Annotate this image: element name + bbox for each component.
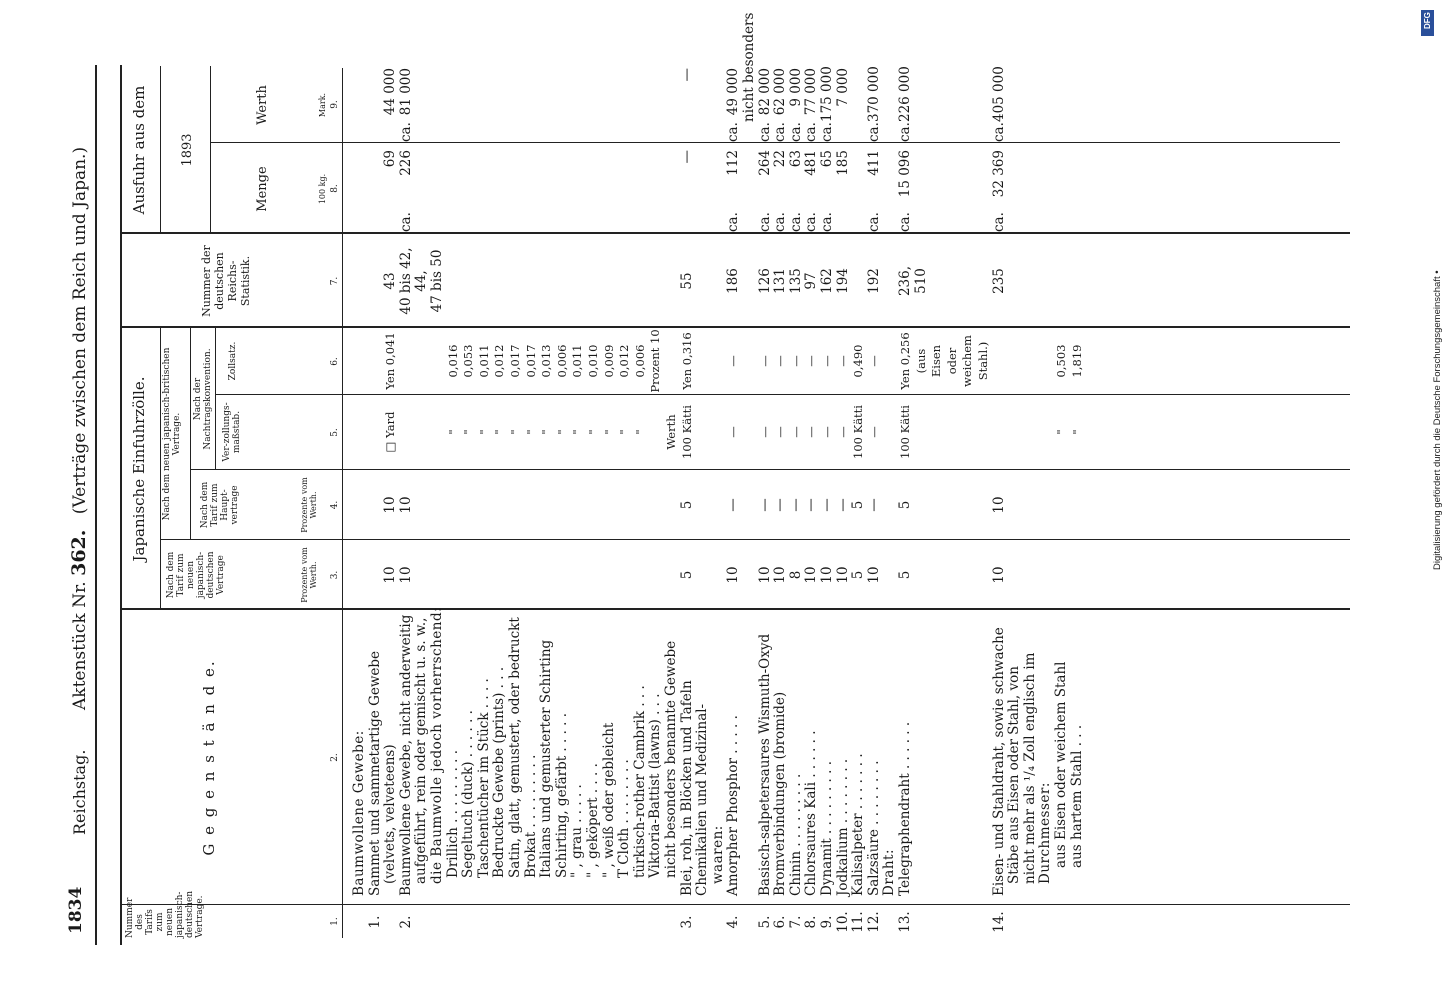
cell-c6: 0,490	[851, 344, 866, 378]
cell-text: Eisen- und Stahldraht, sowie schwache	[990, 627, 1007, 896]
cell-text: Jodkalium . . . . . . . .	[834, 758, 851, 896]
cell-c9a: ca.	[803, 122, 820, 142]
cell-c6: 0,016	[445, 344, 460, 378]
cell-c8a: ca.	[865, 212, 882, 232]
cell-c8: 15 096	[897, 150, 913, 198]
cell-c3: 10	[803, 566, 820, 584]
cell-c5: "	[492, 429, 507, 435]
cell-text: Italians und gemusterter Schirting	[538, 639, 555, 878]
cell-text: aus Eisen oder weichem Stahl	[1053, 661, 1069, 868]
col-sep-8	[210, 142, 1340, 143]
header-rule	[120, 65, 122, 945]
cell-c6: Yen 0,041	[383, 332, 398, 390]
cell-c3: 10	[725, 566, 742, 584]
col2-header: G e g e n s t ä n d e.	[200, 659, 218, 856]
cell-c9a: ca.	[897, 122, 913, 142]
col1-header: Nummer des Tarifs zum neuen japanisch-deutschen Vertrage.	[125, 890, 205, 938]
cell-c6: 0,017	[508, 344, 522, 378]
cell-c6: —	[788, 355, 803, 367]
cell-c6: Yen 0,256	[898, 332, 912, 390]
cell-c9: 44 000	[382, 68, 399, 116]
cell-text: Draht:	[881, 849, 898, 896]
cell-c6: oder	[944, 347, 959, 375]
cell-text: nicht mehr als ¹/₄ Zoll englisch im	[1021, 652, 1038, 884]
cell-no: 3.	[678, 915, 695, 929]
cell-c3: 10	[772, 566, 789, 584]
col7-header: Nummer der deutschen Reichs-Statistik.	[200, 245, 252, 317]
cell-c9: 7 000	[834, 68, 851, 107]
cell-text: " , weiß oder gebleicht	[600, 722, 617, 878]
cell-no: 10.	[834, 911, 851, 933]
cell-text: T Cloth . . . . . . . .	[616, 759, 633, 878]
cell-c3: 10	[819, 566, 835, 584]
cell-text: Segeltuch (duck) . . . . . .	[460, 710, 477, 878]
cell-c6: —	[866, 355, 881, 367]
cell-c7: 131	[772, 268, 789, 294]
cell-c6: —	[773, 355, 788, 367]
cell-c4: —	[787, 498, 804, 512]
cell-c3: 5	[678, 570, 695, 580]
cell-text: Durchmesser:	[1037, 782, 1054, 884]
cell-c9a: ca.	[397, 122, 414, 142]
cell-c5: —	[804, 426, 819, 438]
cell-c6: —	[726, 355, 741, 367]
cell-c5: "	[1054, 429, 1068, 435]
col-sep-5	[215, 394, 1350, 395]
cell-c8a: ca.	[787, 212, 804, 232]
cell-c8: 264	[756, 150, 773, 176]
cell-text: Kalisalpeter . . . . . . .	[850, 753, 867, 896]
cell-c6: 0,011	[570, 344, 585, 378]
cell-c5: 100 Kätti	[851, 405, 866, 459]
cell-text: Schirting, gefärbt . . . . .	[553, 712, 570, 878]
year-rule	[210, 66, 211, 234]
cell-c9: 226 000	[897, 66, 913, 122]
cell-c7: 126	[756, 268, 773, 294]
cell-c7: 47 bis 50	[429, 249, 445, 313]
cell-c8a: ca.	[990, 212, 1007, 232]
header-document-number: 362.	[68, 529, 90, 576]
cell-no: 4.	[725, 915, 742, 929]
col4-header: Nach dem Tarif zum Haupt-vertrage	[200, 481, 240, 529]
cell-text: Stäbe aus Eisen oder Stahl, von	[1006, 666, 1023, 884]
cell-c8: 63	[787, 150, 804, 168]
column-number: 6.	[330, 357, 340, 366]
cell-c6: Stahl.)	[976, 341, 990, 381]
cell-c9a: ca.	[787, 122, 804, 142]
cell-c8: 69	[382, 150, 399, 168]
column-number: 8.	[330, 184, 340, 193]
cell-text: Viktoria-Battist (lawns) . . .	[647, 693, 664, 878]
cell-c9a: ca.	[772, 122, 789, 142]
cell-c9: 62 000	[772, 68, 789, 116]
cell-no: 12.	[865, 911, 882, 933]
cell-c8: 481	[803, 150, 820, 176]
cell-c6: 0,010	[586, 344, 600, 378]
header-title: (Verträge zwischen dem Reich und Japan.)	[70, 146, 90, 515]
page-number: 1834	[66, 886, 86, 934]
cell-text: Chlorsaures Kali . . . . . .	[803, 730, 820, 896]
cell-c9: 49 000	[725, 68, 742, 116]
cell-c6: weichem	[960, 335, 975, 387]
col9-unit: Mark.	[318, 92, 327, 118]
cell-c5: —	[866, 426, 881, 438]
export-group-header: Ausfuhr aus dem	[130, 85, 148, 215]
cell-c8: 22	[772, 150, 789, 168]
cell-c7: 194	[834, 268, 851, 294]
cell-text: Baumwollene Gewebe:	[351, 730, 367, 896]
cell-c3: 8	[787, 570, 804, 580]
cell-c8a: ca.	[725, 212, 742, 232]
cell-c3: 10	[756, 566, 773, 584]
cell-c5: "	[461, 429, 476, 435]
duties-rule	[160, 328, 161, 610]
export-rule	[160, 66, 161, 234]
cell-c9: 175 000	[819, 66, 835, 122]
cell-c8a: ca.	[897, 212, 913, 232]
cell-c7: 186	[725, 268, 742, 294]
cell-c4: —	[865, 498, 882, 512]
col3-unit: Prozente vom Werth.	[300, 547, 318, 603]
cell-c6: Prozent 10	[648, 329, 663, 393]
dfg-logo	[1421, 10, 1434, 36]
cell-c6: 0,009	[601, 344, 616, 378]
cell-c3: 5	[850, 570, 867, 580]
col-sep-7	[120, 232, 1350, 234]
column-number: 2.	[330, 753, 340, 762]
cell-c5: "	[1069, 429, 1084, 435]
cell-c3: 10	[834, 566, 851, 584]
cell-c9: 405 000	[990, 66, 1007, 122]
cell-c6: 1,819	[1069, 344, 1084, 378]
cell-c4: 5	[897, 500, 913, 510]
cell-c5: "	[632, 429, 647, 435]
cell-c9a: ca.	[756, 122, 773, 142]
header-document	[68, 147, 90, 710]
cell-text: Drillich . . . . . . . . .	[444, 749, 461, 878]
cell-text: nicht besonders benannte Gewebe	[663, 640, 679, 878]
cell-no: 11.	[850, 911, 867, 933]
cell-c7: 510	[912, 268, 929, 294]
cell-c4: —	[756, 498, 773, 512]
cell-c5: "	[523, 429, 538, 435]
cell-c8a: ca.	[756, 212, 773, 232]
cell-text: Sammet und sammetartige Gewebe	[366, 650, 383, 896]
cell-c5: 100 Kätti	[679, 405, 694, 459]
cell-c5: —	[757, 426, 772, 438]
cell-no: 13.	[897, 911, 913, 933]
cell-text: Bedruckte Gewebe (prints) . . .	[491, 666, 508, 878]
cell-c6: 0,017	[523, 344, 538, 378]
cell-c5: "	[539, 429, 554, 435]
cell-text: Taschentücher im Stück . . . .	[475, 678, 492, 878]
cell-c3: 5	[897, 570, 913, 580]
cell-c4: —	[834, 498, 851, 512]
header-left: Reichstag.	[70, 749, 89, 835]
cell-c8: —	[678, 150, 695, 164]
cell-no: 6.	[772, 915, 789, 929]
cell-c6: 0,013	[539, 344, 554, 378]
column-number: 1.	[330, 917, 340, 926]
col-sep-6	[120, 326, 1350, 328]
cell-c6: 0,503	[1054, 344, 1068, 378]
cell-text: Basisch-salpetersaures Wismuth-Oxyd	[756, 633, 773, 896]
cell-c5: "	[445, 429, 460, 435]
header-document-label: Aktenstück Nr.	[70, 581, 90, 710]
cell-text: Salzsäure . . . . . . . .	[865, 760, 882, 896]
cell-c6: (aus	[913, 348, 928, 374]
cell-text: waaren:	[709, 825, 726, 884]
cell-text: Telegraphendraht . . . . . .	[897, 721, 913, 896]
cell-no: 2.	[397, 915, 414, 929]
cell-c6: —	[820, 355, 834, 367]
cell-c5: —	[773, 426, 788, 438]
cell-c3: 10	[990, 566, 1007, 584]
cell-c6: 0,011	[476, 344, 491, 378]
cell-c5: Werth	[664, 414, 678, 450]
cell-no: 7.	[787, 915, 804, 929]
cell-c7: 97	[803, 272, 820, 290]
cell-c8: 185	[834, 150, 851, 176]
year-header: 1893	[180, 133, 195, 167]
cell-c5: —	[820, 426, 834, 438]
cell-no: 5.	[756, 915, 773, 929]
top-rule	[95, 65, 97, 945]
col-sep-1	[120, 904, 1350, 905]
col9-header: Werth	[255, 85, 270, 125]
cell-no: 9.	[819, 915, 835, 929]
cell-c4: 10	[397, 496, 414, 514]
british-rule	[190, 328, 191, 540]
col-sep-2	[120, 608, 1350, 610]
cell-text: Chinin . . . . . . . . .	[787, 773, 804, 896]
cell-c5: "	[570, 429, 585, 435]
column-number: 3.	[330, 570, 340, 580]
cell-c7: 40 bis 42,	[397, 247, 414, 315]
cell-c9a: ca.	[819, 122, 835, 142]
col-sep-4	[190, 469, 1350, 470]
cell-c8a: ca.	[803, 212, 820, 232]
cell-c7: 235	[990, 268, 1007, 294]
cell-c4: 10	[382, 496, 399, 514]
cell-c9: 370 000	[865, 66, 882, 122]
cell-c9: 9 000	[787, 68, 804, 107]
cell-text: Blei, roh, in Blöcken und Tafeln	[678, 680, 695, 896]
col3-header: Nach dem Tarif zum neuen japanisch-deutschen Vertrage	[166, 551, 226, 599]
cell-c8: 411	[865, 150, 882, 176]
cell-c9: —	[678, 68, 695, 82]
cell-c5: □ Yard	[383, 411, 398, 453]
cell-c8: 32 369	[990, 150, 1007, 198]
cell-c3: 10	[865, 566, 882, 584]
cell-c9a: ca.	[990, 122, 1007, 142]
cell-c5: —	[788, 426, 803, 438]
digitization-sidebar	[1420, 10, 1443, 570]
cell-text: Amorpher Phosphor . . . . .	[725, 715, 742, 896]
sidebar-text: Digitalisierung gefördert durch die Deutsche Forschungsgemeinschaft •	[1432, 270, 1443, 570]
col6-header: Zollsatz.	[228, 341, 238, 381]
cell-text: Satin, glatt, gemustert, oder bedruckt	[507, 617, 523, 878]
british-group-header: Nach dem neuen japanisch-britischen Vertrage.	[162, 347, 182, 521]
cell-c7: 55	[678, 272, 695, 290]
cell-c8a: ca.	[819, 212, 835, 232]
cell-text: türkisch-rother Cambrik . . .	[631, 685, 648, 878]
cell-c7: 135	[787, 268, 804, 294]
cell-c4: —	[772, 498, 789, 512]
cell-c4: —	[819, 498, 835, 512]
cell-c9: 77 000	[803, 68, 820, 116]
cell-text: " , grau . . . . .	[569, 784, 586, 878]
cell-c4: —	[725, 498, 742, 512]
cell-c5: 100 Kätti	[898, 405, 912, 459]
cell-c6: 0,006	[554, 344, 569, 378]
supp-group-header: Nach der Nachtragskonvention.	[193, 348, 213, 450]
cell-c7: 162	[819, 268, 835, 294]
cell-c5: "	[586, 429, 600, 435]
cell-text: aufgeführt, rein oder gemischt u. s. w.,	[413, 617, 430, 884]
cell-c3: 10	[397, 566, 414, 584]
cell-c8: 226	[397, 150, 414, 176]
cell-c7: 43	[382, 272, 399, 290]
cell-c7: 236,	[897, 265, 913, 297]
column-number: 9.	[330, 100, 340, 109]
column-number: 5.	[330, 428, 340, 437]
cell-c7: 192	[865, 268, 882, 294]
cell-c9: nicht besonders	[741, 12, 757, 122]
cell-c4: 5	[678, 500, 695, 510]
cell-c5: —	[726, 426, 741, 438]
col5-header: Ver-zollungs-maßstab.	[222, 402, 242, 462]
cell-c6: —	[835, 355, 850, 367]
column-number: 4.	[330, 500, 340, 510]
cell-text: Brokat . . . . . . . . .	[522, 754, 539, 878]
cell-c5: "	[617, 429, 632, 435]
colnum-rule	[342, 68, 343, 938]
cell-c6: 0,012	[617, 344, 632, 378]
cell-c4: 10	[990, 496, 1007, 514]
cell-c6: 0,012	[492, 344, 507, 378]
cell-c9a: ca.	[865, 122, 882, 142]
col8-unit: 100 kg.	[318, 173, 327, 205]
dfg-logo-text: DFG	[1423, 12, 1432, 29]
cell-c8: 112	[725, 150, 742, 176]
cell-c6: 0,006	[632, 344, 647, 378]
cell-c8a: ca.	[397, 212, 414, 232]
cell-c4: 5	[850, 500, 867, 510]
cell-text: die Baumwolle jedoch vorherrschend:	[429, 606, 445, 884]
cell-c7: 44,	[413, 270, 430, 292]
cell-no: 1.	[366, 915, 383, 929]
supp-rule	[215, 328, 216, 470]
cell-c5: "	[554, 429, 569, 435]
cell-c6: Eisen	[929, 344, 944, 378]
cell-c5: "	[476, 429, 491, 435]
cell-no: 14.	[990, 911, 1007, 933]
cell-c6: —	[804, 355, 819, 367]
cell-text: Dynamit . . . . . . . . .	[819, 761, 835, 896]
col4-unit: Prozente vom Werth.	[300, 477, 318, 533]
cell-text: (velvets, velveteens)	[382, 744, 399, 884]
cell-c8a: ca.	[772, 212, 789, 232]
col8-header: Menge	[255, 166, 270, 212]
duties-group-header: Japanische Einfuhrzölle.	[130, 376, 148, 562]
cell-c6: —	[757, 355, 772, 367]
cell-no: 8.	[803, 915, 820, 929]
cell-text: " , geköpert . . . .	[585, 763, 601, 878]
cell-c3: 10	[382, 566, 399, 584]
cell-text: Chemikalien und Medizinal-	[694, 703, 711, 896]
cell-c6: Yen 0,316	[679, 332, 694, 390]
column-number: 7.	[330, 276, 340, 286]
cell-c9: 82 000	[756, 68, 773, 116]
cell-text: Baumwollene Gewebe, nicht anderweitig	[397, 614, 414, 896]
cell-c4: —	[803, 498, 820, 512]
cell-c6: 0,053	[461, 344, 476, 378]
cell-c9a: ca.	[725, 122, 742, 142]
cell-c8: 65	[819, 150, 835, 168]
cell-c9: 81 000	[397, 68, 414, 116]
cell-c5: "	[601, 429, 616, 435]
cell-text: Bromverbindungen (bromide)	[772, 691, 789, 896]
cell-c5: —	[835, 426, 850, 438]
cell-c5: "	[508, 429, 522, 435]
cell-text: aus hartem Stahl . . .	[1068, 724, 1085, 868]
